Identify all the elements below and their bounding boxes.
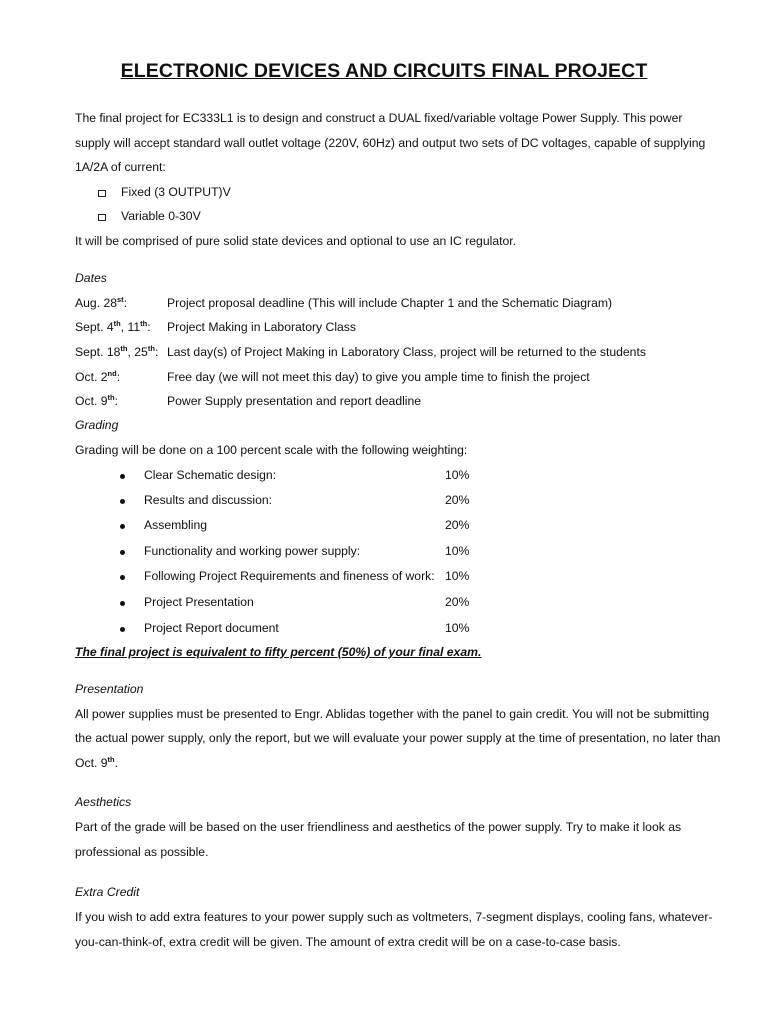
grading-percent: 10% [445,569,470,583]
grading-heading: Grading [75,418,119,432]
grading-criterion: Project Report document [144,621,279,635]
grading-percent: 20% [445,493,470,507]
spec-variable: Variable 0-30V [121,209,201,223]
date-description: Free day (we will not meet this day) to give you ample time to finish the project [167,370,590,384]
square-bullet-icon [98,190,106,197]
grading-percent: 20% [445,595,470,609]
grading-criterion: Project Presentation [144,595,254,609]
date-label: Sept. 4th, 11th: [75,319,151,334]
intro-closing: It will be comprised of pure solid state devices and optional to use an IC regulator. [75,234,517,248]
date-description: Project Making in Laboratory Class [167,320,356,334]
grading-percent: 10% [445,468,470,482]
page-title: ELECTRONIC DEVICES AND CIRCUITS FINAL PROJECT [120,60,648,82]
spec-fixed: Fixed (3 OUTPUT)V [121,185,231,199]
bullet-icon [120,575,125,580]
bullet-icon [120,627,125,632]
extra-credit-line-2: you-can-think-of, extra credit will be given. The amount of extra credit will be on a case-to-case basis. [75,935,621,949]
presentation-heading: Presentation [75,682,144,696]
grading-percent: 20% [445,518,470,532]
grading-criterion: Clear Schematic design: [144,468,277,482]
grading-percent: 10% [445,544,470,558]
date-description: Last day(s) of Project Making in Laboratory Class, project will be returned to the students [167,345,646,359]
grading-percent: 10% [445,621,470,635]
intro-line-2: supply will accept standard wall outlet voltage (220V, 60Hz) and output two sets of DC voltages, capable of supplying [75,136,706,150]
date-label: Oct. 9th: [75,393,118,408]
presentation-line-2: the actual power supply, only the report, but we will evaluate your power supply at the time of presentation, no later than [75,731,721,745]
bullet-icon [120,499,125,504]
extra-credit-heading: Extra Credit [75,885,140,899]
grading-emphasis-note: The final project is equivalent to fifty percent (50%) of your final exam. [75,645,482,659]
grading-criterion: Functionality and working power supply: [144,544,361,558]
bullet-icon [120,524,125,529]
date-description: Power Supply presentation and report deadline [167,394,422,408]
presentation-line-1: All power supplies must be presented to Engr. Ablidas together with the panel to gain credit. You will not be submitting [75,707,710,721]
date-description: Project proposal deadline (This will include Chapter 1 and the Schematic Diagram) [167,296,613,310]
intro-line-1: The final project for EC333L1 is to design and construct a DUAL fixed/variable voltage Power Supply. This power [75,111,683,125]
dates-heading: Dates [75,271,107,285]
aesthetics-line-1: Part of the grade will be based on the user friendliness and aesthetics of the power supply. Try to make it look as [75,820,682,834]
aesthetics-heading: Aesthetics [75,795,132,809]
aesthetics-line-2: professional as possible. [75,845,209,859]
bullet-icon [120,601,125,606]
bullet-icon [120,474,125,479]
bullet-icon [120,550,125,555]
square-bullet-icon [98,214,106,221]
grading-criterion: Assembling [144,518,207,532]
grading-intro: Grading will be done on a 100 percent scale with the following weighting: [75,443,468,457]
grading-criterion: Following Project Requirements and fineness of work: [144,569,435,583]
date-label: Oct. 2nd: [75,369,121,384]
extra-credit-line-1: If you wish to add extra features to your power supply such as voltmeters, 7-segment displays, cooling fans, whatever- [75,910,713,924]
intro-line-3: 1A/2A of current: [75,160,166,174]
date-label: Sept. 18th, 25th: [75,344,159,359]
date-label: Aug. 28st: [75,295,128,310]
presentation-line-3: Oct. 9th. [75,755,118,770]
grading-criterion: Results and discussion: [144,493,273,507]
